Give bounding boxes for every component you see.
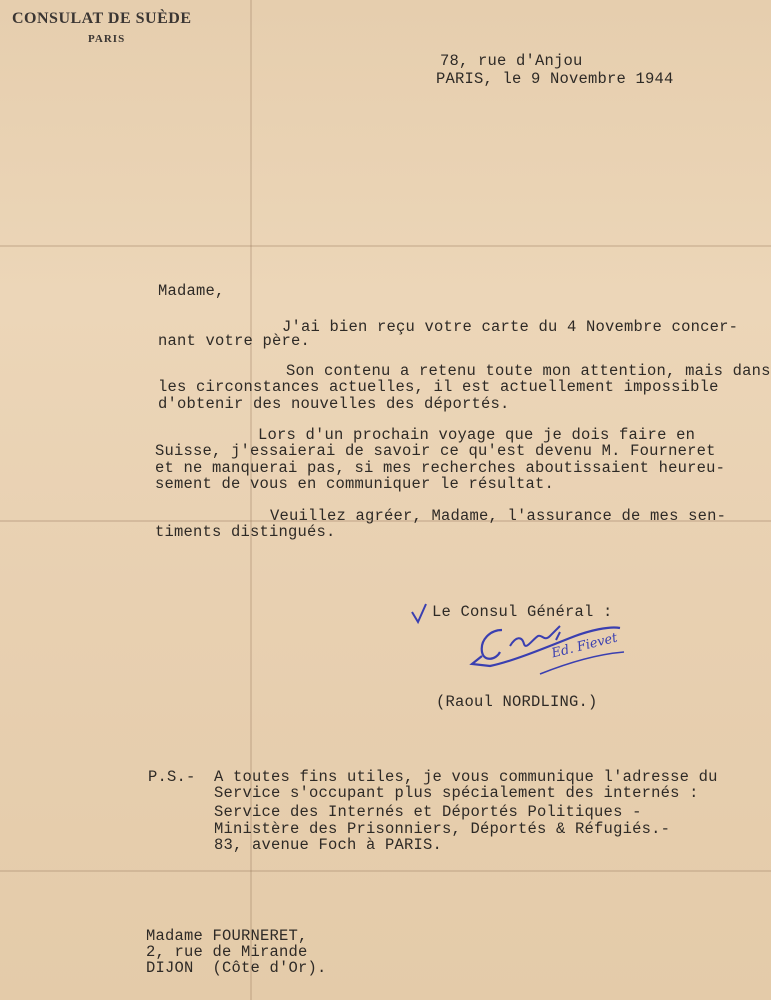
paragraph-3-line: Lors d'un prochain voyage que je dois faire en: [258, 426, 696, 444]
handwritten-initials: Ed. Fievet: [550, 630, 619, 662]
letterhead-city: PARIS: [88, 33, 126, 45]
ps-line: Ministère des Prisonniers, Déportés & Réfugiés.-: [214, 820, 671, 838]
paragraph-2-line: d'obtenir des nouvelles des déportés.: [158, 395, 510, 413]
paragraph-4-line: Veuillez agréer, Madame, l'assurance de mes sen-: [270, 507, 727, 525]
paragraph-2-line: Son contenu a retenu toute mon attention, mais dans: [286, 362, 771, 380]
letterhead-org: CONSULAT DE SUÈDE: [12, 10, 192, 27]
fold-line: [0, 245, 771, 247]
ps-line: Service des Internés et Déportés Politiques -: [214, 803, 642, 821]
address-street: 78, rue d'Anjou: [440, 52, 583, 70]
recipient-line: 2, rue de Mirande: [146, 943, 308, 961]
paragraph-3-line: et ne manquerai pas, si mes recherches aboutissaient heureu-: [155, 459, 726, 477]
signature-title: Le Consul Général :: [432, 603, 613, 621]
ps-line: 83, avenue Foch à PARIS.: [214, 836, 443, 854]
ps-label: P.S.-: [148, 768, 196, 786]
recipient-line: DIJON (Côte d'Or).: [146, 959, 327, 977]
paragraph-1-line: nant votre père.: [158, 332, 311, 350]
paragraph-4-line: timents distingués.: [155, 523, 336, 541]
ps-line: Service s'occupant plus spécialement des internés :: [214, 784, 699, 802]
paragraph-3-line: sement de vous en communiquer le résultat.: [155, 475, 555, 493]
paragraph-1-line: J'ai bien reçu votre carte du 4 Novembre concer-: [282, 318, 739, 336]
paragraph-2-line: les circonstances actuelles, il est actuellement impossible: [158, 378, 719, 396]
salutation: Madame,: [158, 282, 225, 300]
paragraph-3-line: Suisse, j'essaierai de savoir ce qu'est devenu M. Fourneret: [155, 442, 716, 460]
fold-line: [0, 870, 771, 872]
signatory-name: (Raoul NORDLING.): [436, 693, 598, 711]
dateline: PARIS, le 9 Novembre 1944: [436, 70, 674, 88]
recipient-line: Madame FOURNERET,: [146, 927, 308, 945]
ps-line: A toutes fins utiles, je vous communique l'adresse du: [214, 768, 718, 786]
